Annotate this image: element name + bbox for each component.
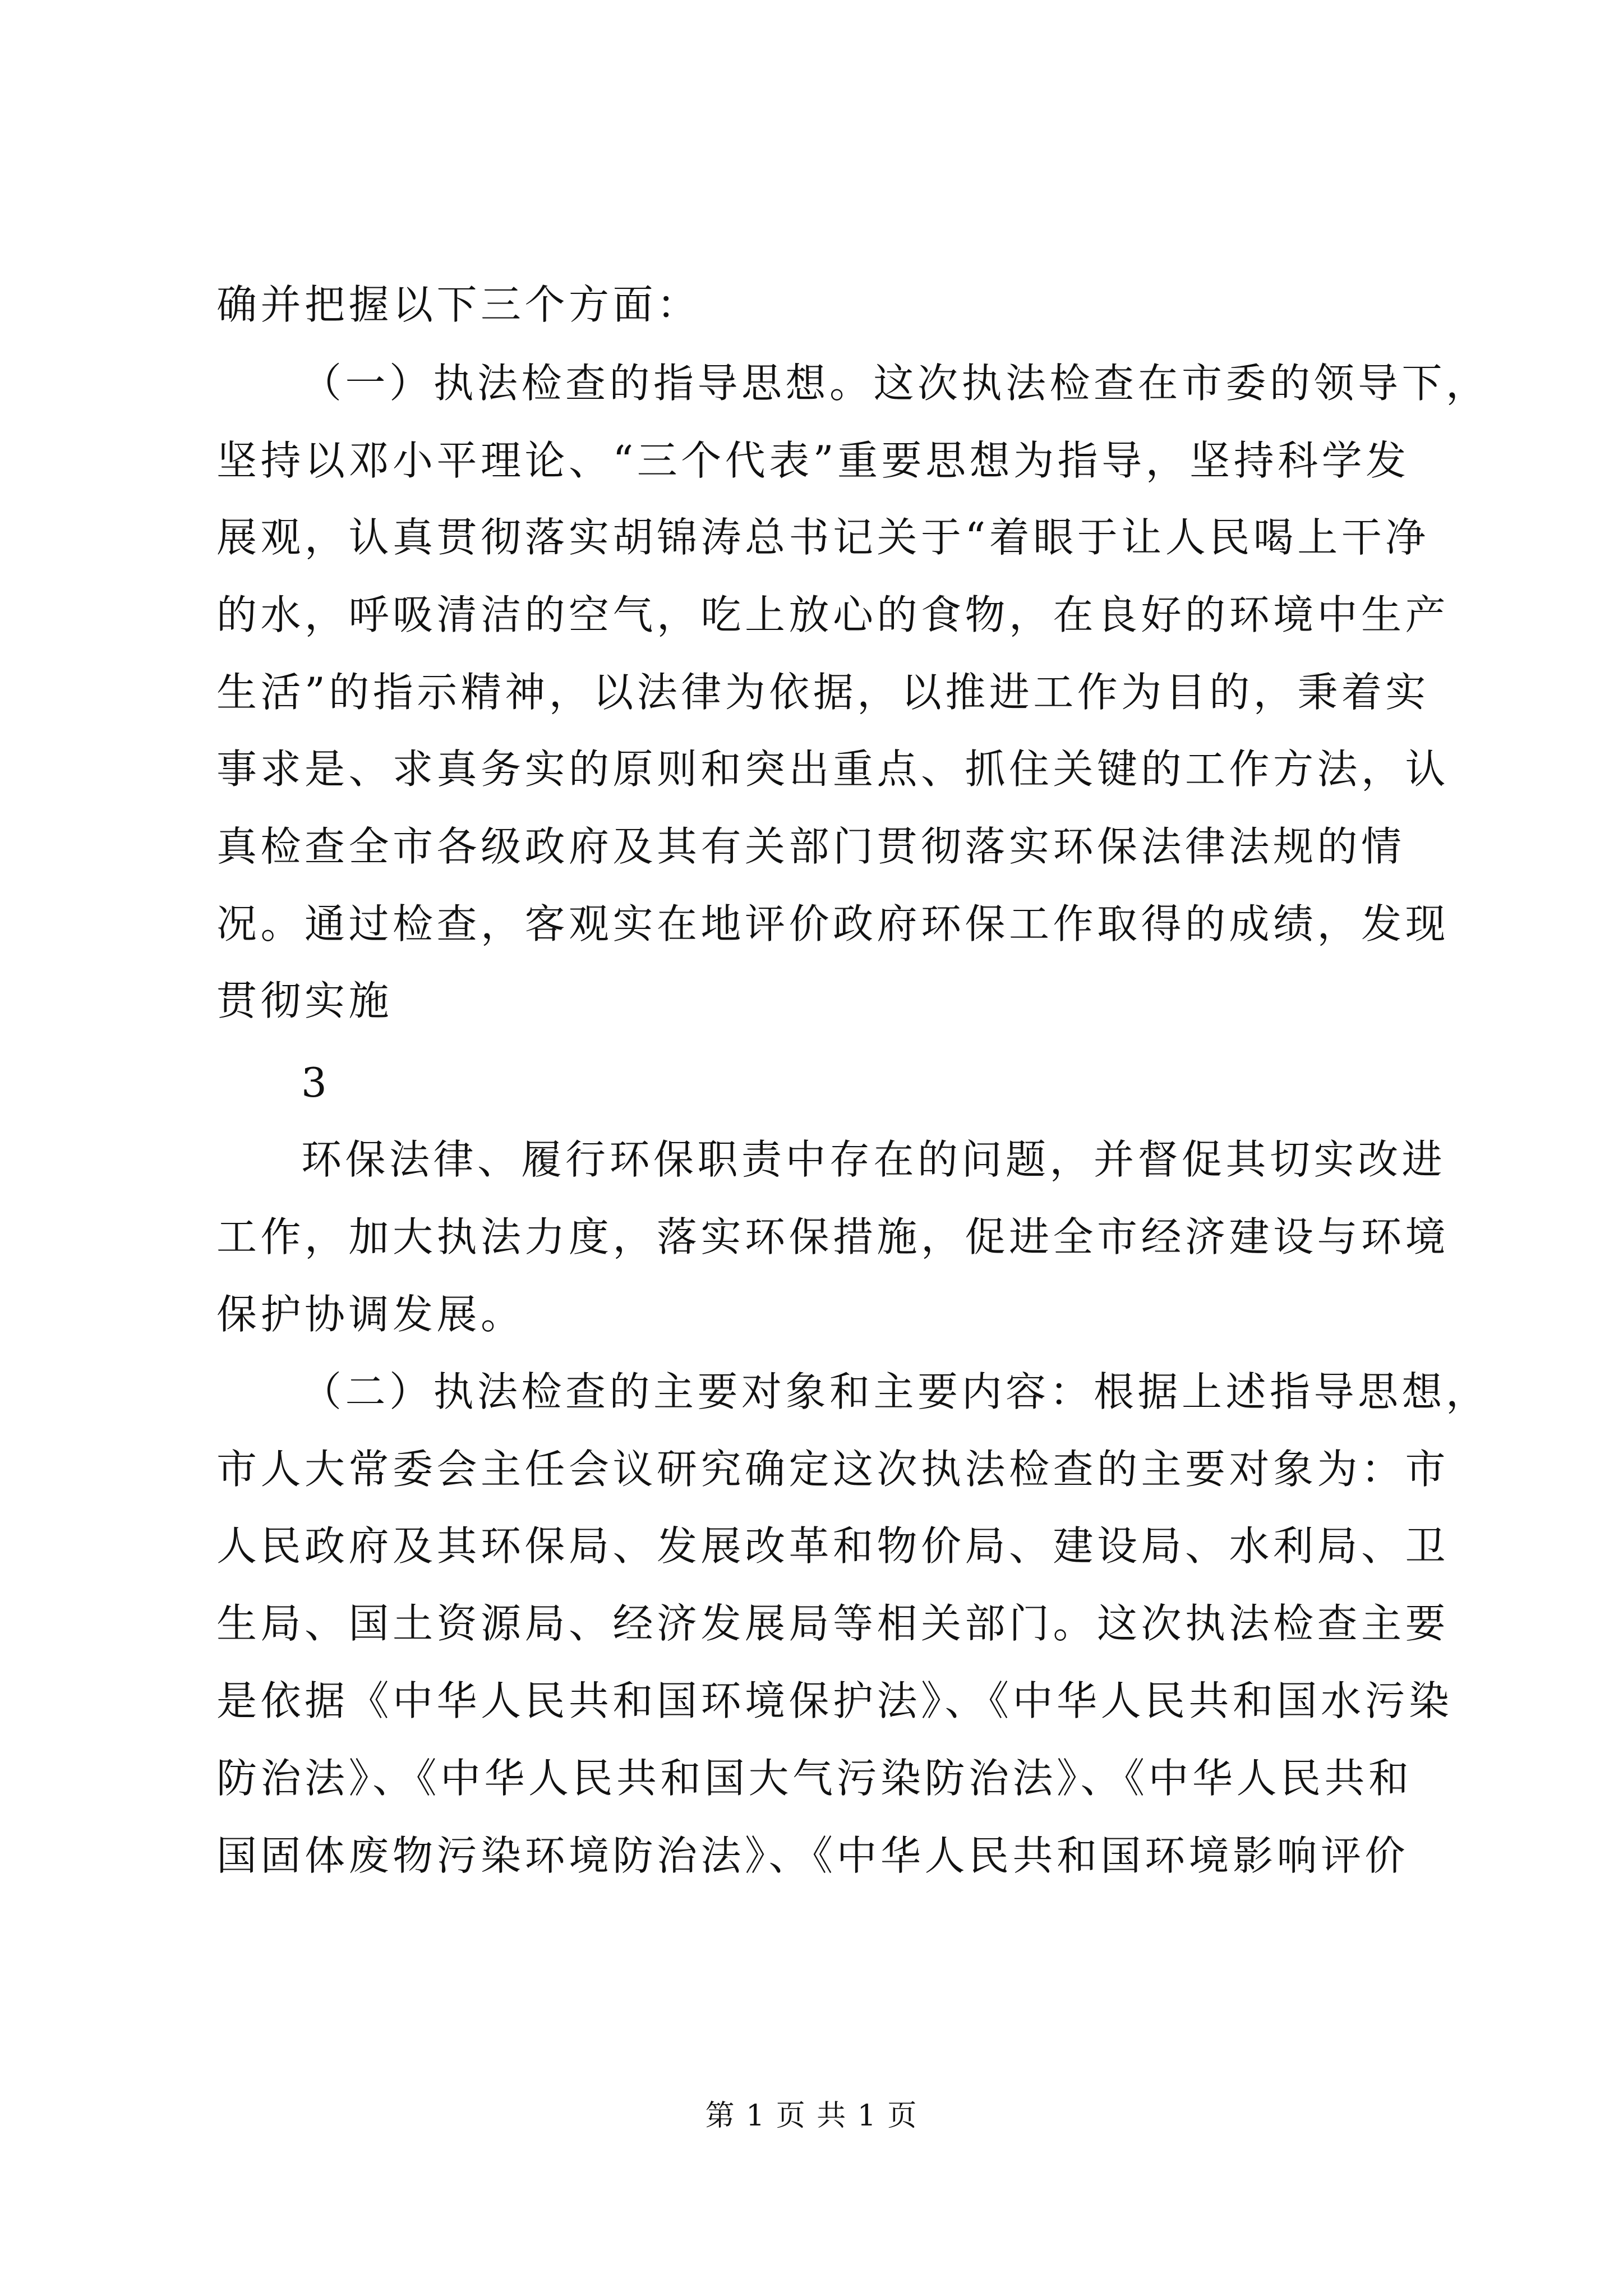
text-line-16: 人民政府及其环保局、发展改革和物价局、建设局、水利局、卫	[216, 1522, 1450, 1570]
text-line-7: 事求是、求真务实的原则和突出重点、抓住关键的工作方法，认	[216, 746, 1450, 793]
text-line-15: 市人大常委会主任会议研究确定这次执法检查的主要对象为：市	[216, 1446, 1450, 1493]
text-line-18: 是依据《中华人民共和国环境保护法》、《中华人民共和国水污染	[216, 1677, 1453, 1724]
text-line-20: 国固体废物污染环境防治法》、《中华人民共和国环境影响评价	[216, 1832, 1409, 1879]
text-line-17: 生局、国土资源局、经济发展局等相关部门。这次执法检查主要	[216, 1600, 1450, 1647]
text-line-14: （二）执法检查的主要对象和主要内容：根据上述指导思想，	[301, 1368, 1490, 1415]
text-line-1: 确并把握以下三个方面：	[216, 281, 701, 328]
text-line-4: 展观，认真贯彻落实胡锦涛总书记关于“着眼于让人民喝上干净	[216, 514, 1430, 561]
text-line-8: 真检查全市各级政府及其有关部门贯彻落实环保法律法规的情	[216, 823, 1405, 870]
text-line-2: （一）执法检查的指导思想。这次执法检查在市委的领导下，	[301, 360, 1490, 407]
text-line-3: 坚持以邓小平理论、“三个代表”重要思想为指导，坚持科学发	[216, 437, 1410, 484]
text-line-13: 保护协调发展。	[216, 1291, 525, 1338]
text-line-6: 生活”的指示精神，以法律为依据，以推进工作为目的，秉着实	[216, 669, 1430, 716]
inline-page-number: 3	[301, 1059, 331, 1106]
text-line-11: 环保法律、履行环保职责中存在的问题，并督促其切实改进	[301, 1136, 1446, 1183]
text-line-19: 防治法》、《中华人民共和国大气污染防治法》、《中华人民共和	[216, 1755, 1413, 1802]
page-footer: 第 1 页 共 1 页	[705, 2099, 918, 2133]
text-line-5: 的水，呼吸清洁的空气，吃上放心的食物，在良好的环境中生产	[216, 591, 1450, 638]
text-line-12: 工作，加大执法力度，落实环保措施，促进全市经济建设与环境	[216, 1213, 1450, 1260]
text-line-9: 况。通过检查，客观实在地评价政府环保工作取得的成绩，发现	[216, 900, 1450, 947]
text-line-10: 贯彻实施	[216, 977, 393, 1024]
